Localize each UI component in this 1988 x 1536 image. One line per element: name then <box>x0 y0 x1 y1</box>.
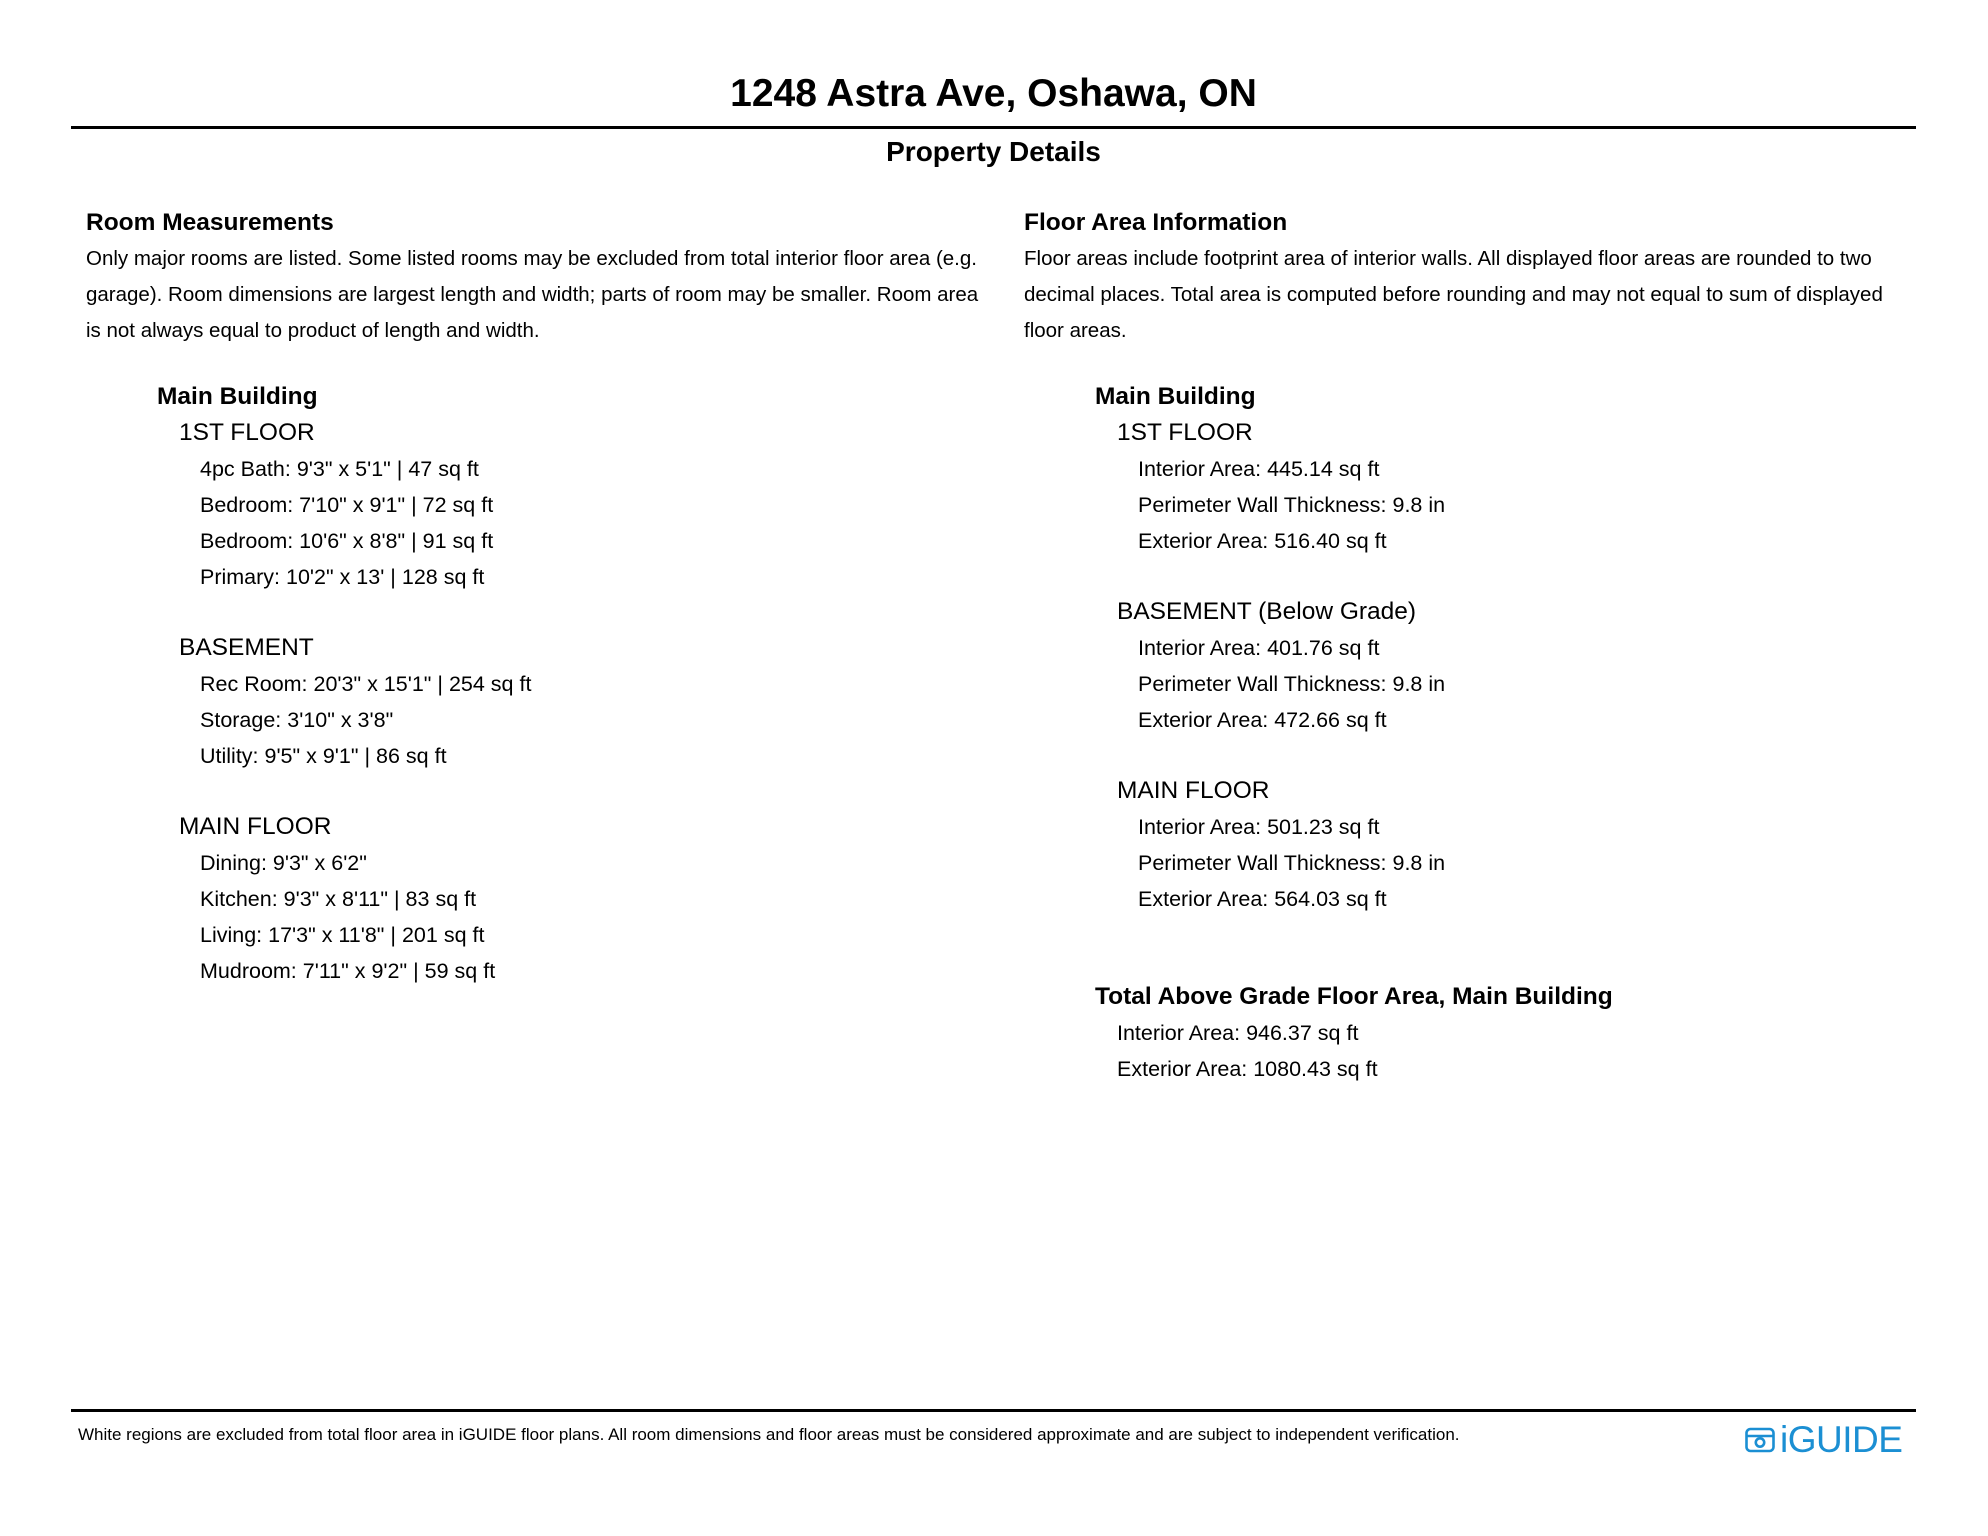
floor-name: 1ST FLOOR <box>1117 419 1253 446</box>
room-building-block <box>86 379 986 989</box>
floor-name: BASEMENT <box>179 634 314 661</box>
room-measurements-description: Only major rooms are listed. Some listed rooms may be excluded from total interior floor area (e.g. garage). Room dimensions are largest length and width; parts of room may be smaller. Room area is not always equal to product of length and width. <box>86 247 979 342</box>
floor-area-section <box>1024 205 1924 1087</box>
floor-name: BASEMENT (Below Grade) <box>1117 598 1417 625</box>
area-entry: Exterior Area: 516.40 sq ft <box>1138 529 1387 553</box>
area-entry: Perimeter Wall Thickness: 9.8 in <box>1138 672 1446 696</box>
area-building-block <box>1024 379 1924 917</box>
floor-area-description: Floor areas include footprint area of interior walls. All displayed floor areas are rounded to two decimal places. Total area is computed before rounding and may not equal to sum of displayed floor areas. <box>1024 247 1883 342</box>
area-floor-1st <box>1095 415 1924 559</box>
total-area-block <box>1024 979 1924 1087</box>
room-floor-1st <box>157 415 986 595</box>
total-area-heading: Total Above Grade Floor Area, Main Building <box>1095 983 1613 1010</box>
page-subtitle: Property Details <box>886 136 1101 167</box>
floor-name: MAIN FLOOR <box>179 813 332 840</box>
floor-area-heading: Floor Area Information <box>1024 209 1288 236</box>
total-area-entry: Exterior Area: 1080.43 sq ft <box>1117 1057 1378 1081</box>
room-entry: Bedroom: 10'6" x 8'8" | 91 sq ft <box>200 529 494 553</box>
room-entry: Utility: 9'5" x 9'1" | 86 sq ft <box>200 744 447 768</box>
area-floor-main <box>1095 773 1924 917</box>
room-entry: Primary: 10'2" x 13' | 128 sq ft <box>200 565 485 589</box>
room-entry: Mudroom: 7'11" x 9'2" | 59 sq ft <box>200 959 496 983</box>
building-name: Main Building <box>157 383 318 410</box>
area-entry: Interior Area: 401.76 sq ft <box>1138 636 1380 660</box>
iguide-logo <box>1744 1420 1902 1460</box>
room-floor-basement <box>157 630 986 774</box>
room-entry: Rec Room: 20'3" x 15'1" | 254 sq ft <box>200 672 532 696</box>
logo-wordmark: iGUIDE <box>1780 1419 1903 1460</box>
room-entry: 4pc Bath: 9'3" x 5'1" | 47 sq ft <box>200 457 479 481</box>
total-area-lines <box>1095 1015 1924 1087</box>
area-floor-basement <box>1095 594 1924 738</box>
room-entry: Kitchen: 9'3" x 8'11" | 83 sq ft <box>200 887 477 911</box>
camera-box-icon <box>1744 1424 1776 1456</box>
area-entry: Interior Area: 501.23 sq ft <box>1138 815 1380 839</box>
room-measurements-heading: Room Measurements <box>86 209 334 236</box>
area-entry: Interior Area: 445.14 sq ft <box>1138 457 1380 481</box>
room-measurements-section <box>86 205 986 1024</box>
area-entry: Perimeter Wall Thickness: 9.8 in <box>1138 493 1446 517</box>
room-floor-main <box>157 809 986 989</box>
floor-name: MAIN FLOOR <box>1117 777 1270 804</box>
header-divider <box>71 126 1916 129</box>
footer-disclaimer: White regions are excluded from total floor area in iGUIDE floor plans. All room dimensions and floor areas must be considered approximate and are subject to independent verification. <box>78 1425 1460 1444</box>
total-area-entry: Interior Area: 946.37 sq ft <box>1117 1021 1359 1045</box>
area-entry: Exterior Area: 472.66 sq ft <box>1138 708 1387 732</box>
room-entry: Living: 17'3" x 11'8" | 201 sq ft <box>200 923 485 947</box>
area-entry: Perimeter Wall Thickness: 9.8 in <box>1138 851 1446 875</box>
floor-name: 1ST FLOOR <box>179 419 315 446</box>
room-entry: Storage: 3'10" x 3'8" <box>200 708 394 732</box>
room-entry: Dining: 9'3" x 6'2" <box>200 851 367 875</box>
footer-divider <box>71 1409 1916 1412</box>
room-entry: Bedroom: 7'10" x 9'1" | 72 sq ft <box>200 493 494 517</box>
building-name: Main Building <box>1095 383 1256 410</box>
area-entry: Exterior Area: 564.03 sq ft <box>1138 887 1387 911</box>
page-title: 1248 Astra Ave, Oshawa, ON <box>730 72 1257 115</box>
